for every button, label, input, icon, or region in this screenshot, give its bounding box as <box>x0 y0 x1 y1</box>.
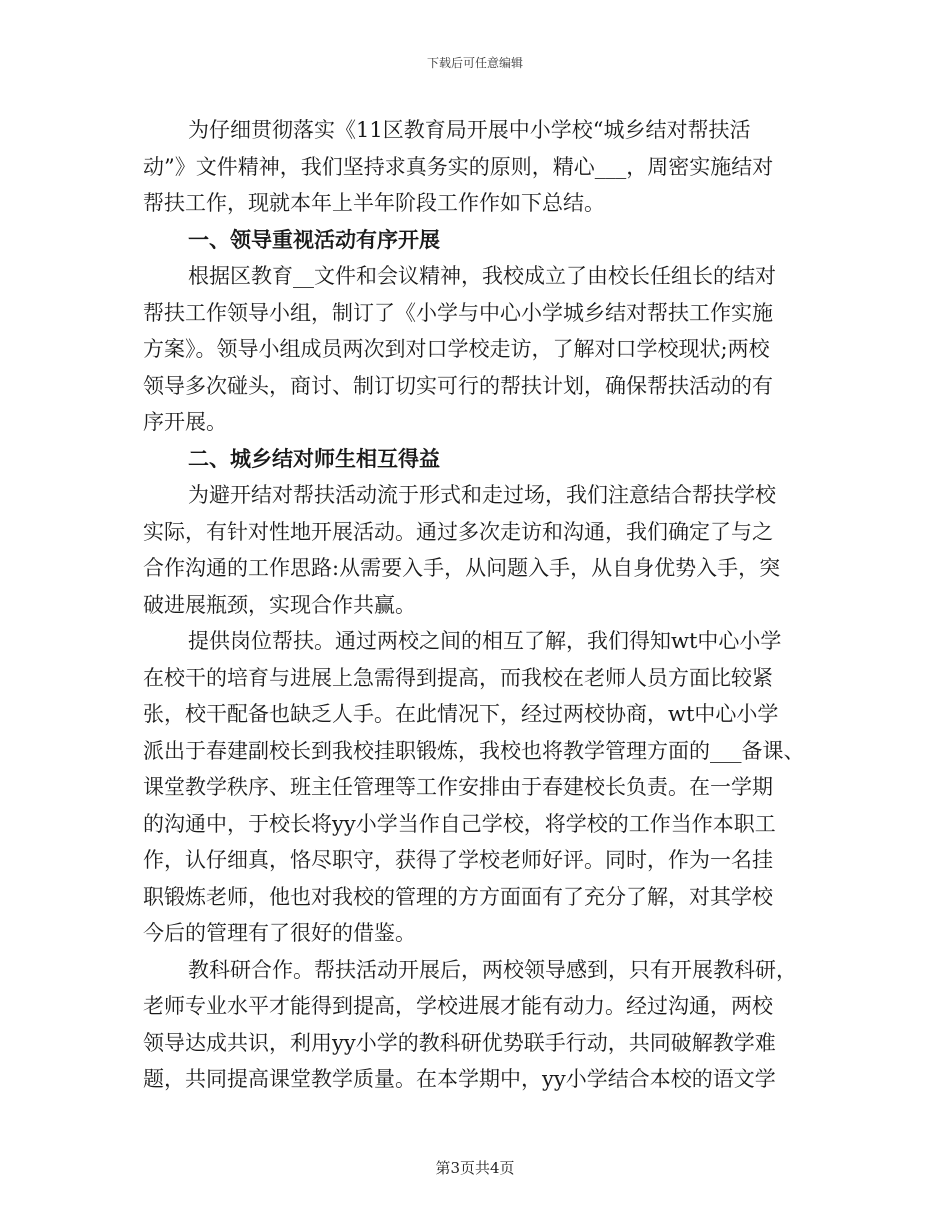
paragraph-line: 张，校干配备也缺乏人手。在此情况下，经过两校协商，wt中心小学 <box>143 702 779 726</box>
paragraph-line: 实际，有针对性地开展活动。通过多次走访和沟通，我们确定了与之 <box>143 519 773 544</box>
page-number: 第3页共4页 <box>435 1159 515 1177</box>
paragraph-line: 领导达成共识，利用yy小学的教科研优势联手行动，共同破解教学难 <box>143 1030 776 1055</box>
paragraph-line: 派出于春建副校长到我校挂职锻炼，我校也将教学管理方面的___备课、 <box>143 738 805 763</box>
paragraph-line: 动”》文件精神，我们坚持求真务实的原则，精心___，周密实施结对 <box>143 154 774 179</box>
paragraph-line: 破进展瓶颈，实现合作共赢。 <box>143 592 416 617</box>
section-heading-1: 一、领导重视活动有序开展 <box>188 226 440 252</box>
paragraph-line: 根据区教育__文件和会议精神，我校成立了由校长任组长的结对 <box>188 264 776 288</box>
document-body <box>143 112 823 1098</box>
paragraph-line: 课堂教学秩序、班主任管理等工作安排由于春建校长负责。在一学期 <box>143 775 773 799</box>
paragraph-line: 职锻炼老师，他也对我校的管理的方方面面有了充分了解，对其学校 <box>143 884 773 909</box>
paragraph-line: 合作沟通的工作思路:从需要入手，从问题入手，从自身优势入手，突 <box>143 556 781 580</box>
paragraph-line: 领导多次碰头，商讨、制订切实可行的帮扶计划，确保帮扶活动的有 <box>143 373 773 398</box>
paragraph-line: 帮扶工作，现就本年上半年阶段工作作如下总结。 <box>143 191 605 215</box>
paragraph-line: 方案》。领导小组成员两次到对口学校走访，了解对口学校现状;两校 <box>143 337 770 361</box>
paragraph-line: 为避开结对帮扶活动流于形式和走过场，我们注意结合帮扶学校 <box>188 483 776 507</box>
paragraph-line: 老师专业水平才能得到提高，学校进展才能有动力。经过沟通，两校 <box>143 994 773 1018</box>
paragraph-line: 序开展。 <box>143 410 227 434</box>
paragraph-line: 提供岗位帮扶。通过两校之间的相互了解，我们得知wt中心小学 <box>188 629 782 653</box>
paragraph-line: 教科研合作。帮扶活动开展后，两校领导感到，只有开展教科研， <box>188 957 797 982</box>
paragraph-line: 今后的管理有了很好的借鉴。 <box>143 921 416 945</box>
paragraph-line: 作，认仔细真，恪尽职守，获得了学校老师好评。同时，作为一名挂 <box>143 848 773 872</box>
paragraph-line: 帮扶工作领导小组，制订了《小学与中心小学城乡结对帮扶工作实施 <box>143 300 773 325</box>
paragraph-line: 的沟通中，于校长将yy小学当作自己学校，将学校的工作当作本职工 <box>143 811 776 836</box>
page-header-note: 下载后可任意编辑 <box>426 56 523 70</box>
paragraph-line: 在校干的培育与进展上急需得到提高，而我校在老师人员方面比较紧 <box>143 665 773 690</box>
paragraph-line: 为仔细贯彻落实《11区教育局开展中小学校“城乡结对帮扶活 <box>188 118 751 142</box>
paragraph-line: 题，共同提高课堂教学质量。在本学期中，yy小学结合本校的语文学 <box>143 1067 776 1091</box>
section-heading-2: 二、城乡结对师生相互得益 <box>188 445 440 471</box>
